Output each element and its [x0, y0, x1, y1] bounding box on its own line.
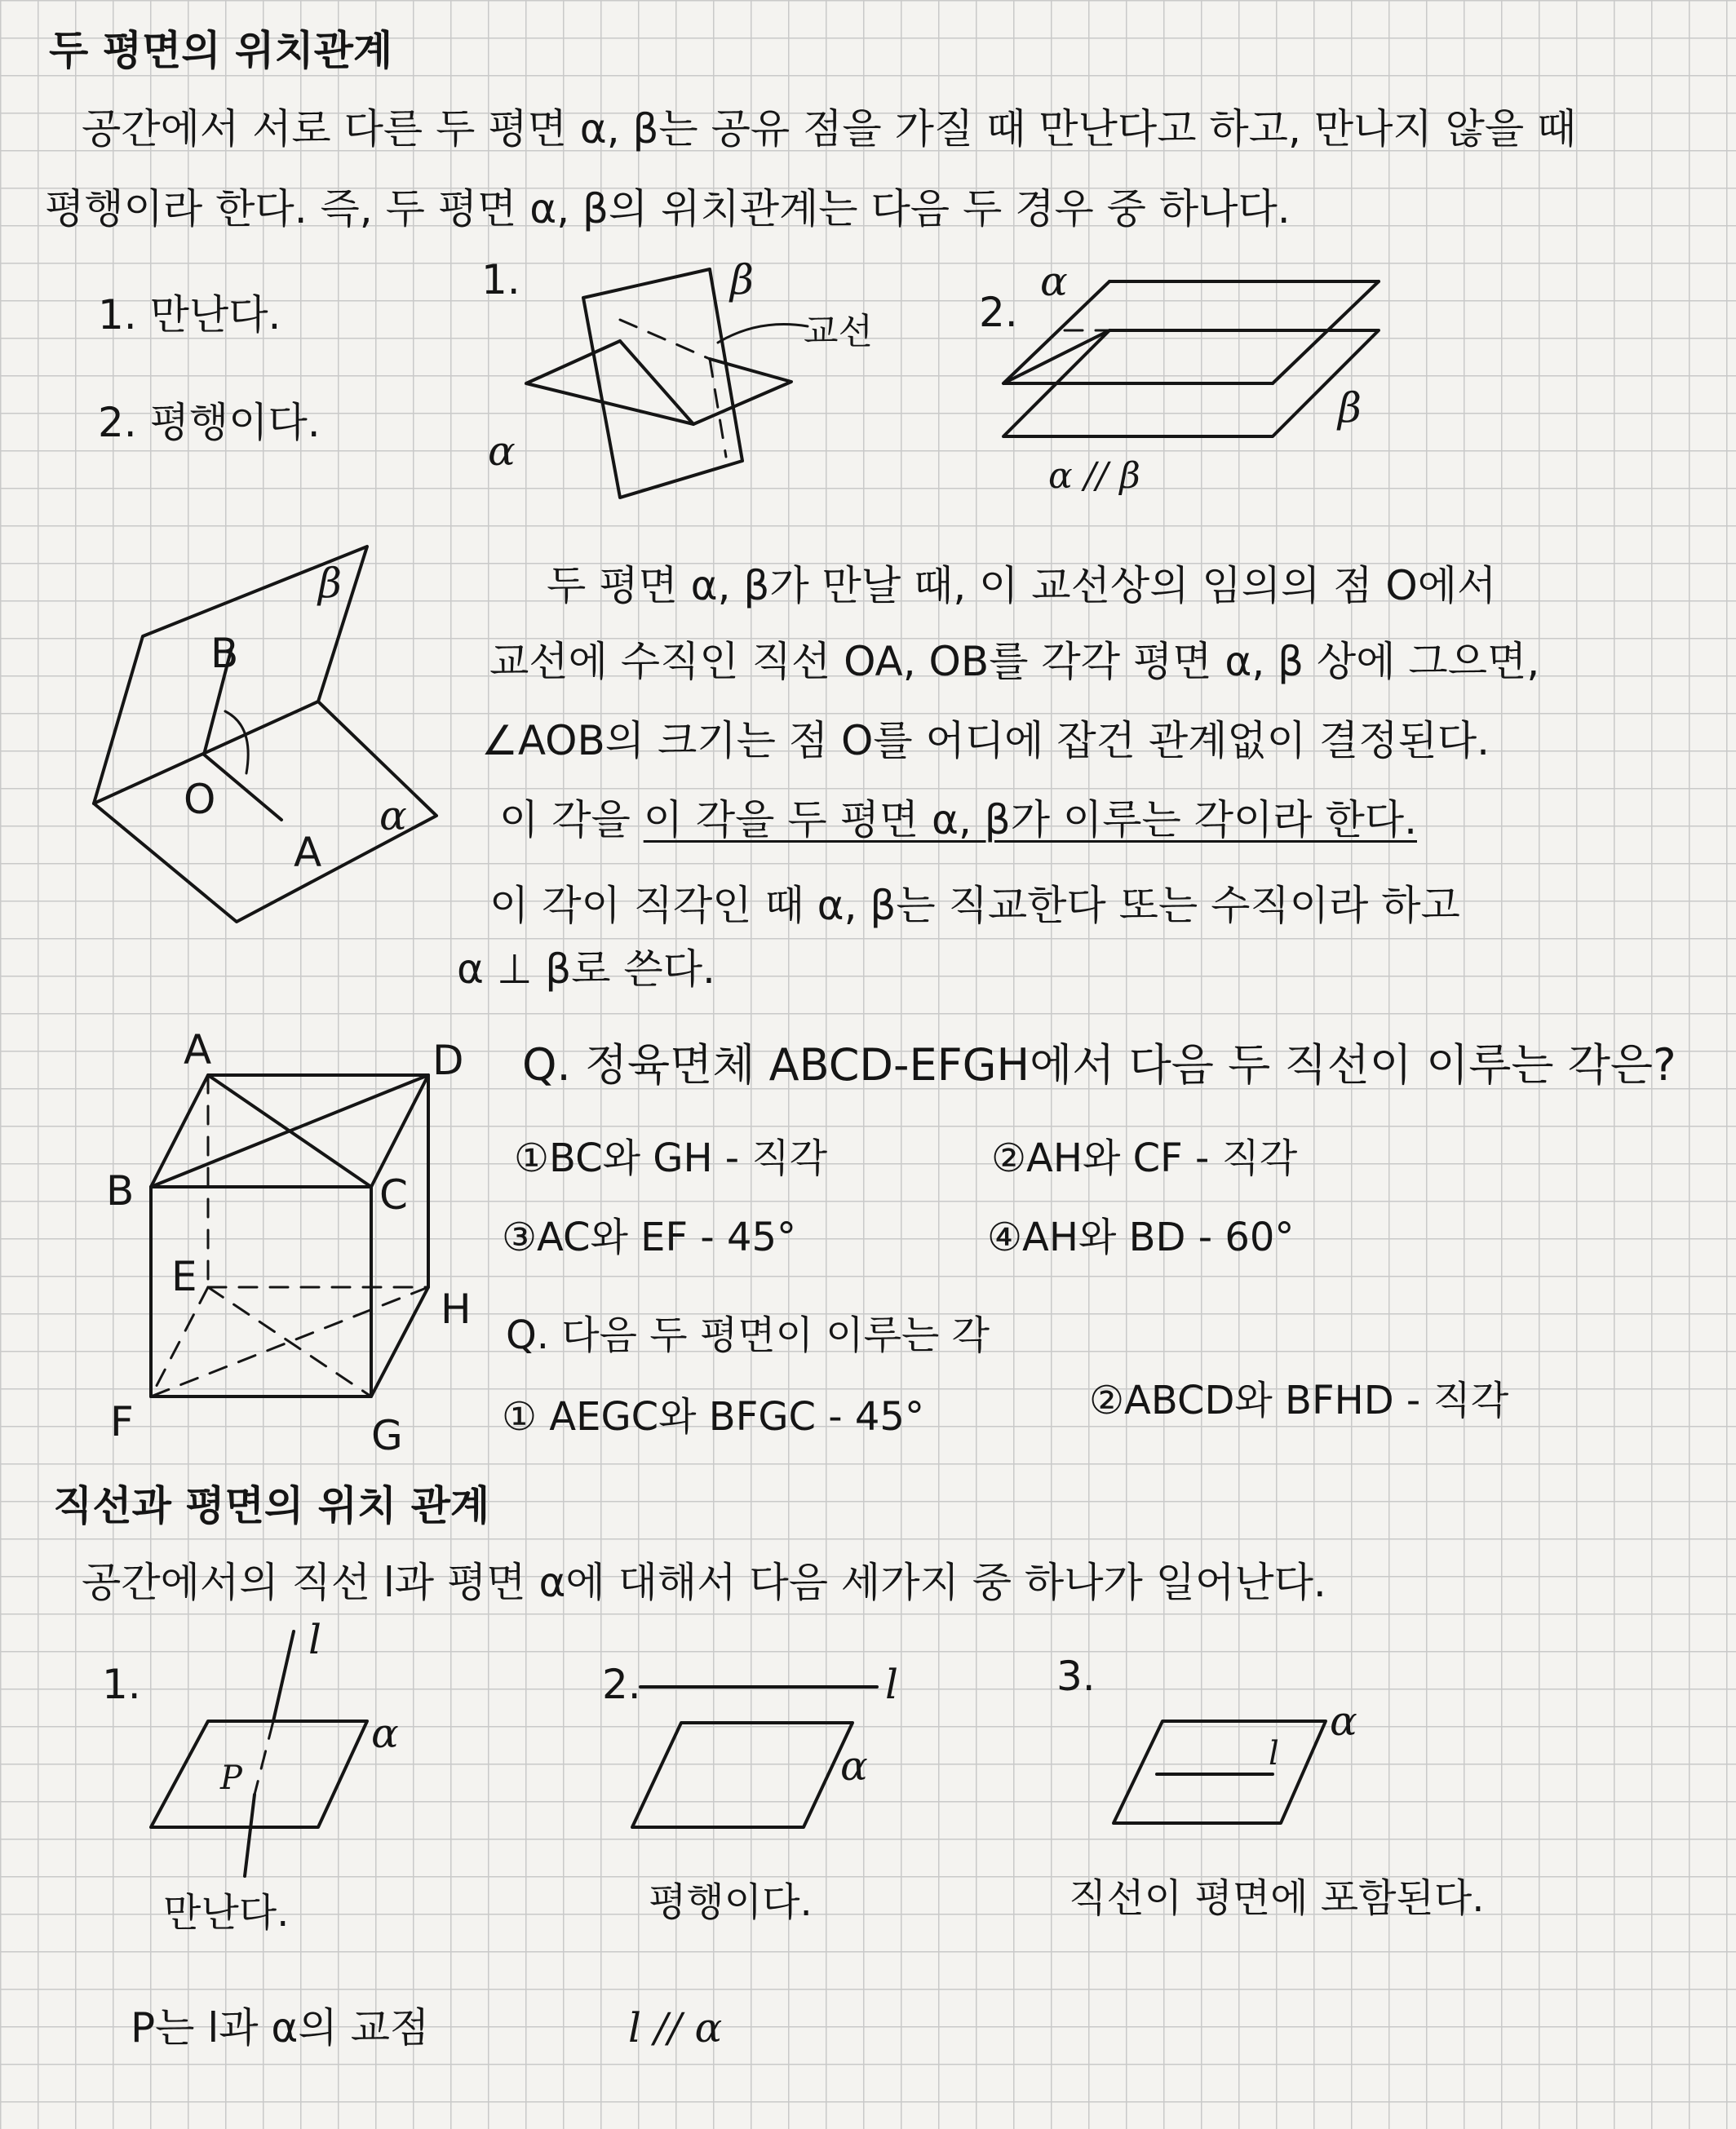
- dihedral-angle-definition: 이 각을 두 평면 α, β가 이루는 각이라 한다.: [643, 796, 1417, 843]
- angle-fig-point-o: O: [184, 776, 216, 823]
- cube-label-e: E: [171, 1253, 197, 1300]
- section1-intro-line1: 공간에서 서로 다른 두 평면 α, β는 공유 점을 가질 때 만난다고 하고, 만나지 않을 때: [82, 105, 1577, 153]
- cube-label-f: F: [110, 1398, 134, 1445]
- line-plane-fig3-l-label: l: [1269, 1735, 1279, 1773]
- angle-fig-alpha-label: α: [379, 792, 407, 839]
- angle-line1: 두 평면 α, β가 만날 때, 이 교선상의 임의의 점 O에서: [547, 562, 1497, 609]
- line-plane-fig2-caption: 평행이다.: [649, 1879, 813, 1925]
- angle-line6: α ⊥ β로 쓴다.: [457, 945, 715, 993]
- note-parallel: l // α: [628, 2004, 723, 2052]
- fig1-intersection-label: 교선: [804, 311, 874, 352]
- angle-fig-point-a: A: [294, 829, 322, 876]
- case1-text: 1. 만난다.: [98, 291, 281, 339]
- cube-label-b: B: [106, 1167, 135, 1215]
- angle-fig-beta-label: β: [318, 560, 342, 607]
- fig2-number: 2.: [979, 289, 1018, 336]
- line-plane-fig1-l-label: l: [308, 1616, 321, 1663]
- question1-text: Q. 정육면체 ABCD-EFGH에서 다음 두 직선이 이루는 각은?: [522, 1039, 1676, 1091]
- fig2-beta-label: β: [1338, 384, 1362, 432]
- section2-title: 직선과 평면의 위치 관계: [53, 1482, 490, 1529]
- cube-label-a: A: [184, 1026, 212, 1073]
- angle-fig-point-b: B: [210, 630, 239, 677]
- cube-label-c: C: [379, 1171, 408, 1219]
- question1-item3: ③AC와 EF - 45°: [502, 1215, 797, 1260]
- cube-label-h: H: [441, 1286, 472, 1333]
- fig2-caption: α // β: [1048, 455, 1140, 497]
- cube-label-d: D: [432, 1037, 464, 1084]
- line-plane-fig1-p-label: P: [220, 1759, 242, 1797]
- line-plane-fig2-l-label: l: [885, 1661, 898, 1708]
- line-plane-fig3-alpha-label: α: [1330, 1697, 1357, 1745]
- line-plane-fig3-number: 3.: [1056, 1653, 1096, 1700]
- angle-line3: ∠AOB의 크기는 점 O를 어디에 잡건 관계없이 결정된다.: [481, 717, 1490, 764]
- line-plane-fig2-number: 2.: [602, 1661, 641, 1708]
- question1-item1: ①BC와 GH - 직각: [514, 1135, 828, 1181]
- section1-title: 두 평면의 위치관계: [49, 27, 393, 74]
- line-plane-fig3-caption: 직선이 평면에 포함된다.: [1069, 1875, 1485, 1921]
- question1-item2: ②AH와 CF - 직각: [991, 1135, 1298, 1181]
- angle-line5: 이 각이 직각인 때 α, β는 직교한다 또는 수직이라 하고: [489, 882, 1460, 929]
- line-plane-fig2-alpha-label: α: [840, 1742, 868, 1790]
- fig2-alpha-label: α: [1040, 258, 1068, 305]
- line-plane-fig1-alpha-label: α: [371, 1710, 399, 1757]
- question2-item1: ① AEGC와 BFGC - 45°: [502, 1394, 924, 1440]
- question2-text: Q. 다음 두 평면이 이루는 각: [506, 1312, 990, 1358]
- section1-intro-line2: 평행이라 한다. 즉, 두 평면 α, β의 위치관계는 다음 두 경우 중 하나다.: [45, 185, 1291, 232]
- question2-item2: ②ABCD와 BFHD - 직각: [1089, 1378, 1509, 1423]
- line-plane-fig1-caption: 만난다.: [163, 1890, 290, 1936]
- fig1-alpha-label: α: [488, 427, 516, 475]
- cube-label-g: G: [371, 1412, 403, 1459]
- fig1-number: 1.: [481, 256, 520, 303]
- case2-text: 2. 평행이다.: [98, 399, 321, 446]
- question1-item4: ④AH와 BD - 60°: [987, 1215, 1295, 1260]
- fig1-beta-label: β: [730, 256, 754, 303]
- angle-line2: 교선에 수직인 직선 OA, OB를 각각 평면 α, β 상에 그으면,: [489, 638, 1540, 685]
- angle-line4: 이 각을 이 각을 두 평면 α, β가 이루는 각이라 한다.: [499, 796, 1417, 843]
- section2-intro: 공간에서의 직선 l과 평면 α에 대해서 다음 세가지 중 하나가 일어난다.: [82, 1559, 1326, 1606]
- note-intersection-point: P는 l과 α의 교점: [131, 2004, 430, 2052]
- line-plane-fig1-number: 1.: [102, 1661, 141, 1708]
